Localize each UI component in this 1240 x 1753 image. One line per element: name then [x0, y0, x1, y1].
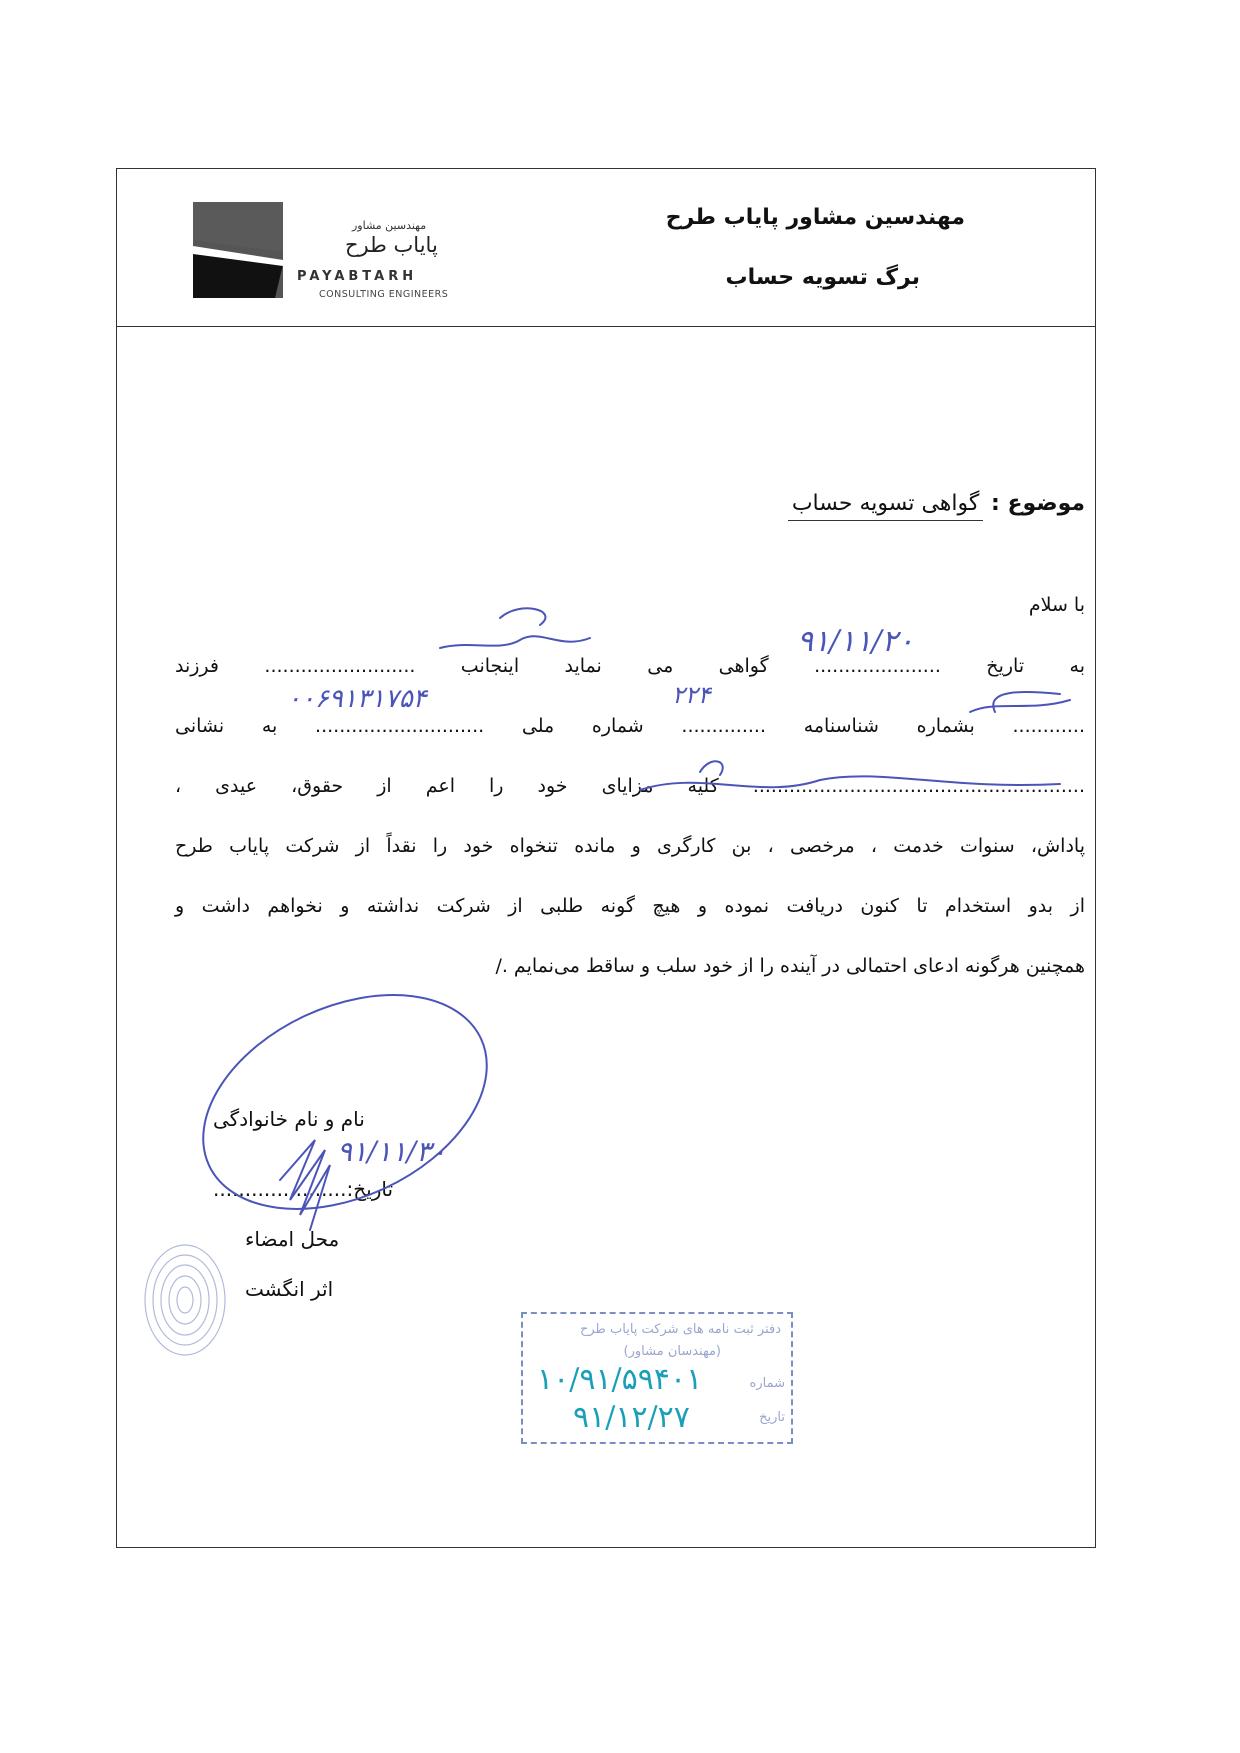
stamp-date-label: تاریخ — [759, 1410, 785, 1425]
greeting: با سلام — [1028, 594, 1085, 616]
handwritten-father-stroke — [970, 692, 1070, 712]
logo-english-subtitle: CONSULTING ENGINEERS — [319, 289, 449, 300]
company-name: مهندسین مشاور پایاب طرح — [665, 205, 965, 230]
stamp-number: ۱۰/۹۱/۵۹۴۰۱ — [537, 1362, 703, 1397]
body-line-1: به تاریخ ..................... گواهی می نماید اینجانب ......................... فرزند — [175, 655, 1085, 677]
subject-label: موضوع : — [991, 491, 1085, 516]
handwritten-id-number: ۲۲۴ — [672, 681, 711, 709]
logo-persian-subtitle: مهندسین مشاور — [352, 219, 427, 232]
stamp-number-label: شماره — [749, 1376, 785, 1391]
body-line-3: ....................................................... کلیه مزایای خود را اعم از حقوق، عیدی ، — [175, 775, 1085, 797]
handwritten-national-id: ۰۰۶۹۱۳۱۷۵۴ — [287, 684, 427, 714]
handwritten-address-stroke — [640, 761, 1060, 790]
stamp-subtitle: (مهندسان مشاور) — [623, 1344, 721, 1359]
signature-date-dots: ..................... — [213, 1177, 347, 1201]
subject-value: گواهی تسویه حساب — [788, 491, 984, 521]
body-line-4: پاداش، سنوات خدمت ، مرخصی ، بن کارگری و مانده تنخواه خود را نقداً از شرکت پایاب طرح — [175, 835, 1085, 857]
stamp-title: دفتر ثبت نامه های شرکت پایاب طرح — [579, 1322, 781, 1337]
fingerprint-label: اثر انگشت — [245, 1277, 334, 1301]
signature-scribble — [280, 1140, 330, 1230]
body-line-2: ............ بشماره شناسنامه .............. شماره ملی ............................ به نشانی — [175, 715, 1085, 737]
signature-date-label: تاریخ: — [346, 1177, 394, 1201]
signature-oval — [169, 953, 521, 1252]
logo-english-name: PAYABTARH — [297, 269, 418, 284]
body-line-6: همچنین هرگونه ادعای احتمالی در آینده را از خود سلب و ساقط می‌نمایم ./ — [495, 955, 1085, 977]
name-label: نام و نام خانوادگی — [213, 1107, 365, 1131]
fingerprint — [145, 1245, 225, 1355]
stamp-date: ۹۱/۱۲/۲۷ — [573, 1400, 690, 1435]
body-line-5: از بدو استخدام تا کنون دریافت نموده و هیچ گونه طلبی از شرکت نداشته و نخواهم داشت و — [175, 895, 1085, 917]
form-title: برگ تسویه حساب — [725, 265, 920, 290]
handwritten-date: ۹۱/۱۱/۲۰ — [797, 624, 914, 659]
handwritten-signature-date: ۹۱/۱۱/۳۰ — [337, 1135, 447, 1168]
logo-persian-name: پایاب طرح — [345, 233, 438, 257]
handwritten-name-stroke — [440, 608, 590, 648]
signature-place-label: محل امضاء — [245, 1227, 340, 1251]
